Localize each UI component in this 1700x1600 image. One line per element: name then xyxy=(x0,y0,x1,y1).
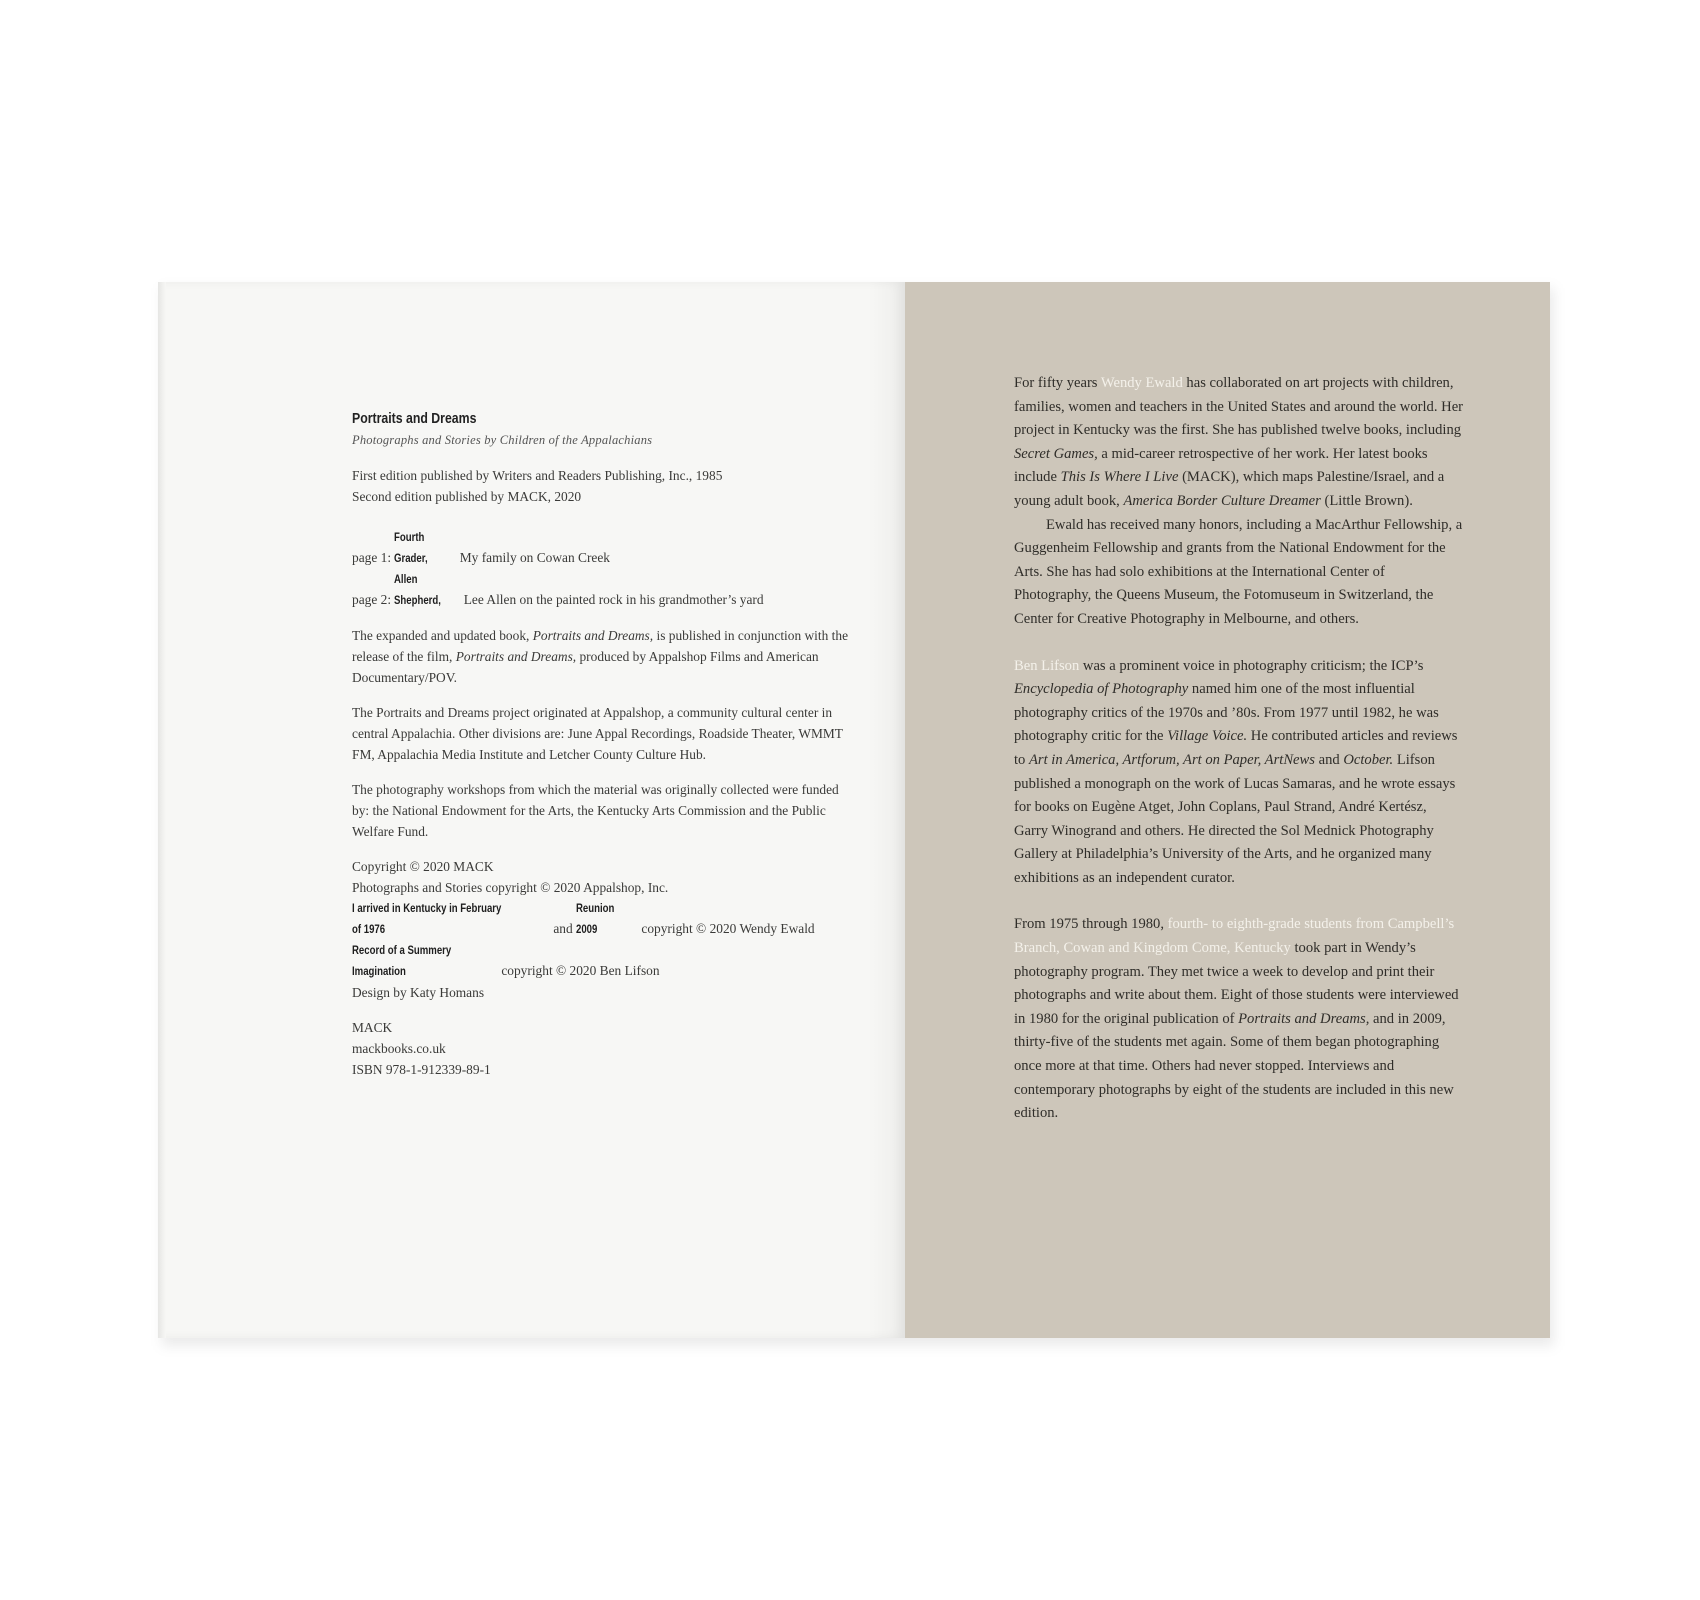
publisher-website: mackbooks.co.uk xyxy=(352,1041,446,1056)
edition-line-2: Second edition published by MACK, 2020 xyxy=(352,489,582,504)
students-paragraph: From 1975 through 1980, fourth- to eighth-grade students from Campbell’s Branch, Cowan and Kingdom Come, Kentucky took part in Wendy’s photography program. They met twice a week to develop and print their photographs and write about them. Eight of those students were interviewed in 1980 for the original publication of Portraits and Dreams, and in 2009, thirty-five of the students met again. Some of them began photographing once more at that time. Others had never stopped. Interviews and contemporary photographs by eight of the students are included in this new edition. xyxy=(1014,916,1459,1122)
colophon-text xyxy=(352,408,852,1080)
publisher-name: MACK xyxy=(352,1020,393,1035)
edition-line-1: First edition published by Writers and Readers Publishing, Inc., 1985 xyxy=(352,468,723,483)
caption-name: Allen Shepherd, xyxy=(394,572,442,607)
caption-page-2: page 2: Allen Shepherd, Lee Allen on the painted rock in his grandmother’s yard xyxy=(352,569,852,611)
isbn: ISBN 978-1-912339-89-1 xyxy=(352,1062,491,1077)
funding-paragraph: The photography workshops from which the material was originally collected were funded by: the National Endowment for the Arts, the Kentucky Arts Commission and the Public Welfare Fund. xyxy=(352,782,839,839)
caption-name: Fourth Grader, xyxy=(394,530,429,565)
appalshop-paragraph: The Portraits and Dreams project originated at Appalshop, a community cultural center in central Appalachia. Other divisions are: June Appal Recordings, Roadside Theater, WMMT FM, Appalachia Media Institute and Letcher County Culture Hub. xyxy=(352,705,843,762)
highlight-name: Wendy Ewald xyxy=(1100,375,1183,391)
design-credit: Design by Katy Homans xyxy=(352,985,485,1000)
caption-page-1: page 1: Fourth Grader, My family on Cowan Creek xyxy=(352,527,852,569)
copyright-line-2: Photographs and Stories copyright © 2020 Appalshop, Inc. xyxy=(352,880,669,895)
lifson-bio-paragraph: Ben Lifson was a prominent voice in photography criticism; the ICP’s Encyclopedia of Photography named him one of the most influential photography critics of the 1970s and ’80s. From 1977 until 1982, he was photography critic for the Village Voice. He contributed articles and reviews to Art in America, Artforum, Art on Paper, ArtNews and October. Lifson published a monograph on the work of Lucas Samaras, and he wrote essays for books on Eugène Atget, John Coplans, Paul Strand, André Kertész, Garry Winogrand and others. He directed the Sol Mednick Photography Gallery at Philadelphia’s University of the Arts, and he organized many exhibitions as an independent curator. xyxy=(1014,657,1458,886)
highlight-students: fourth- to eighth-grade students from Campbell’s Branch, Cowan and Kingdom Come, Kentucky xyxy=(1014,916,1455,957)
highlight-name: Ben Lifson xyxy=(1014,657,1080,674)
ewald-bio-paragraph: For fifty years Wendy Ewald has collaborated on art projects with children, families, women and teachers in the United States and around the world. Her project in Kentucky was the first. She has published twelve books, including Secret Games, a mid-career retrospective of her work. Her latest books include This Is Where I Live (MACK), which maps Palestine/Israel, and a young adult book, America Border Culture Dreamer (Little Brown). xyxy=(1014,375,1464,509)
copyright-line-4: Record of a Summery Imagination copyright © 2020 Ben Lifson xyxy=(352,943,660,978)
ewald-honors-paragraph: Ewald has received many honors, including a MacArthur Fellowship, a Guggenheim Fellowship and grants from the National Endowment for the Arts. She has had solo exhibitions at the International Center of Photography, the Queens Museum, the Fotomuseum in Switzerland, the Center for Creative Photography in Melbourne, and others. xyxy=(1014,516,1463,627)
copyright-line-1: Copyright © 2020 MACK xyxy=(352,859,494,874)
book-subtitle: Photographs and Stories by Children of the Appalachians xyxy=(352,433,653,447)
book-gutter xyxy=(868,282,905,1338)
biography-text xyxy=(1014,372,1464,1126)
copyright-line-3: I arrived in Kentucky in February of 1976 and Reunion 2009 copyright © 2020 Wendy Ewald xyxy=(352,901,815,936)
book-title: Portraits and Dreams xyxy=(352,410,477,427)
film-paragraph: The expanded and updated book, Portraits and Dreams, is published in conjunction with the release of the film, Portraits and Dreams, produced by Appalshop Films and American Documentary/POV. xyxy=(352,628,849,685)
